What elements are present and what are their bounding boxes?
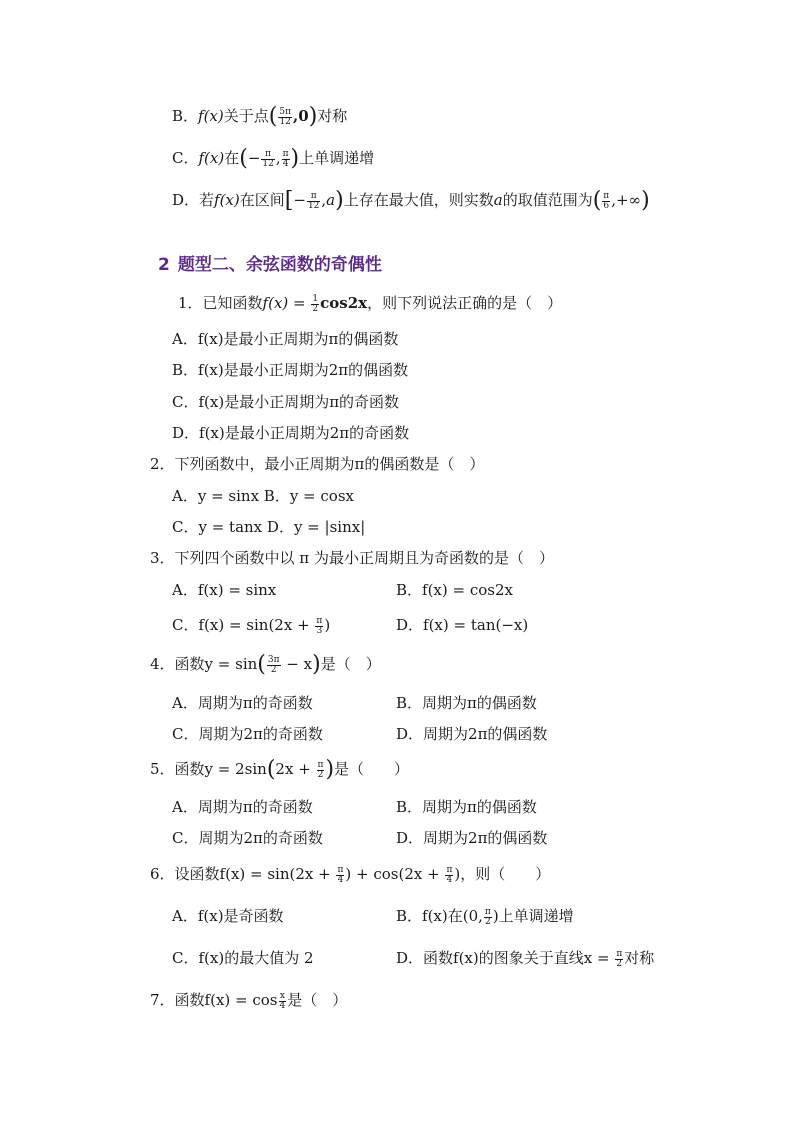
q3-stem: 3．下列四个函数中以 π 为最小正周期且为奇函数的是（ ） [150, 549, 554, 567]
q4-option-d: D．周期为2π的偶函数 [396, 725, 548, 743]
q3-option-b: B．f(x) = cos2x [396, 581, 513, 599]
q7-stem: 7．函数f(x) = cos $\frac{x}{4}$ 是（ ） [150, 990, 348, 1011]
q3-option-d: D．f(x) = tan(−x) [396, 616, 529, 634]
q1-option-a: A．f(x)是最小正周期为π的偶函数 [172, 330, 399, 348]
q1-stem: 1．已知函数f(x) = $\frac{1}{2}$ cos2x，则下列说法正确的是（ ） [178, 293, 563, 314]
option-c-top: C．f(x)在(− $\frac{\pi}{12}$ , $\frac{\pi}{4}$ )上单调递增 [172, 146, 375, 171]
option-d-top: D．若f(x)在区间[− $\frac{\pi}{12}$ ,a)上存在最大值，则实数a的取值范围为( $\frac{\pi}{6}$ ,+∞) [172, 188, 650, 213]
section-number: 2 [158, 255, 170, 275]
q5-option-a: A．周期为π的奇函数 [172, 798, 313, 816]
q4-stem: 4．函数y = sin( $\frac{3\pi}{2}$ − x)是（ ） [150, 652, 381, 677]
q2-options-cd: C．y = tanx D．y = |sinx| [172, 518, 366, 536]
q6-option-a: A．f(x)是奇函数 [172, 907, 284, 925]
q4-option-b: B．周期为π的偶函数 [396, 694, 537, 712]
q5-stem: 5．函数y = 2sin(2x + $\frac{\pi}{2}$ )是（ ） [150, 757, 410, 782]
q3-option-a: A．f(x) = sinx [172, 581, 277, 599]
q1-option-b: B．f(x)是最小正周期为2π的偶函数 [172, 361, 409, 379]
option-b-top: B．f(x)关于点( $\frac{5\pi}{12}$ ,0)对称 [172, 104, 348, 129]
q1-option-c: C．f(x)是最小正周期为π的奇函数 [172, 393, 400, 411]
q6-option-b: B．f(x)在(0, $\frac{\pi}{2}$ )上单调递增 [396, 906, 574, 927]
q4-option-a: A．周期为π的奇函数 [172, 694, 313, 712]
q2-options-ab: A．y = sinx B．y = cosx [172, 487, 354, 505]
q2-stem: 2．下列函数中，最小正周期为π的偶函数是（ ） [150, 455, 485, 473]
q1-option-d: D．f(x)是最小正周期为2π的奇函数 [172, 424, 410, 442]
q6-stem: 6．设函数f(x) = sin(2x + $\frac{\pi}{4}$ ) + cos(2x + $\frac{\pi}{4}$ )，则（ ） [150, 864, 551, 885]
q4-option-c: C．周期为2π的奇函数 [172, 725, 323, 743]
q5-option-b: B．周期为π的偶函数 [396, 798, 537, 816]
section-heading [158, 250, 382, 275]
q5-option-d: D．周期为2π的偶函数 [396, 829, 548, 847]
q5-option-c: C．周期为2π的奇函数 [172, 829, 323, 847]
q6-option-d: D．函数f(x)的图象关于直线x = $\frac{\pi}{2}$ 对称 [396, 948, 655, 969]
q6-option-c: C．f(x)的最大值为 2 [172, 949, 314, 967]
q3-option-c: C．f(x) = sin(2x + $\frac{\pi}{3}$ ) [172, 615, 331, 636]
section-title: 题型二、余弦函数的奇偶性 [177, 255, 382, 275]
